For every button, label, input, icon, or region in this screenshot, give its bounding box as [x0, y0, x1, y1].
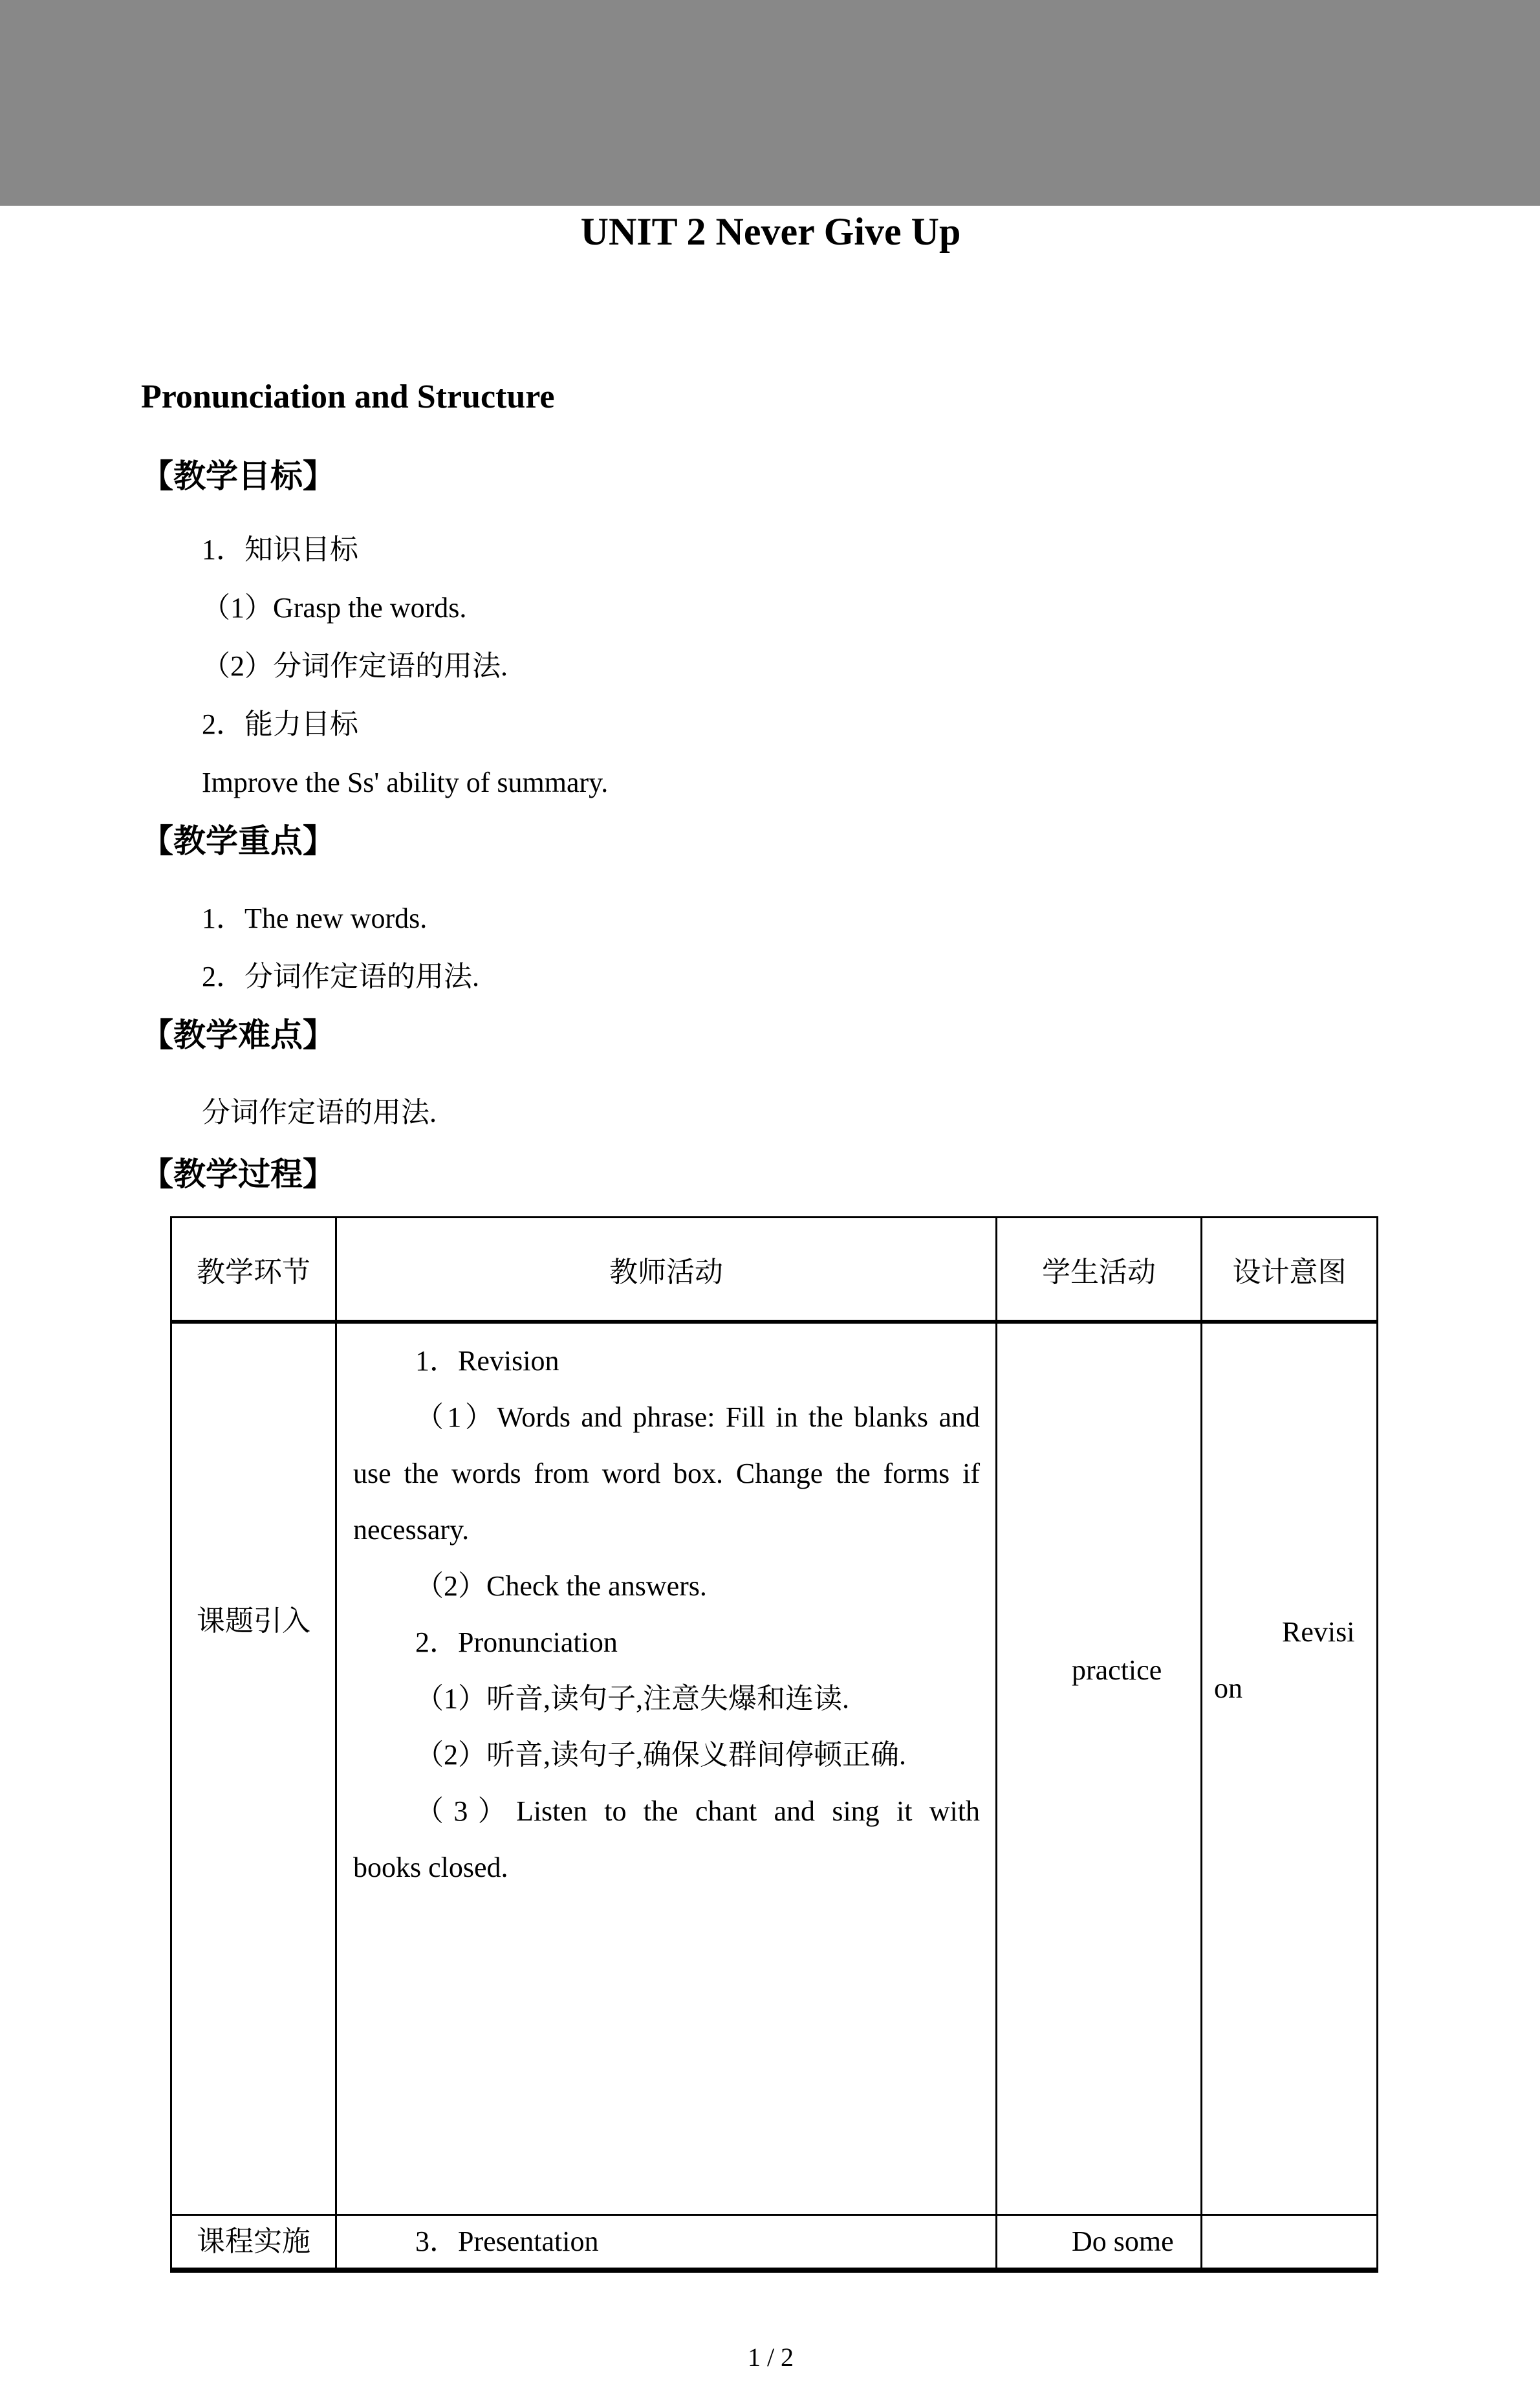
section-heading-key-points: 【教学重点】	[141, 823, 335, 859]
teacher-line: 2．Pronunciation	[415, 1626, 618, 1658]
student-activity-text: Do some	[1072, 2225, 1174, 2257]
design-intent-line: on	[1214, 1672, 1242, 1704]
table-row	[171, 1322, 1378, 2215]
teacher-line: 1．Revision	[415, 1345, 559, 1377]
teacher-line: （1）Words and phrase: Fill in the blanks and	[415, 1401, 980, 1433]
teacher-activity-cell	[336, 2215, 997, 2271]
teacher-line: （1）听音,读句子,注意失爆和连读.	[415, 1683, 849, 1714]
student-activity-cell	[997, 1322, 1202, 2215]
objective-line: Improve the Ss' ability of summary.	[202, 767, 609, 798]
design-intent-cell	[1202, 1322, 1378, 2215]
teacher-line: （2）Check the answers.	[415, 1570, 707, 1602]
student-activity-text: practice	[1072, 1654, 1162, 1686]
teacher-line: necessary.	[353, 1514, 470, 1546]
objective-line: 1．知识目标	[202, 534, 358, 565]
table-header-student-activity: 学生活动	[997, 1218, 1202, 1322]
table-header-design-intent: 设计意图	[1202, 1218, 1378, 1322]
stage-label: 课题引入	[197, 1605, 310, 1637]
student-activity-cell	[997, 2215, 1202, 2271]
key-point-line: 1．The new words.	[202, 902, 428, 934]
objective-line: 2．能力目标	[202, 708, 358, 740]
stage-label: 课程实施	[197, 2225, 310, 2257]
table-header-row	[171, 1218, 1378, 1322]
teacher-line: books closed.	[353, 1852, 508, 1883]
teacher-line: 3．Presentation	[415, 2225, 599, 2257]
objective-line: （1）Grasp the words.	[202, 592, 467, 624]
document-page	[0, 206, 1540, 2384]
design-intent-line: Revisi	[1282, 1616, 1355, 1648]
page-number: 1 / 2	[747, 2343, 794, 2372]
key-point-line: 2．分词作定语的用法.	[202, 961, 479, 992]
section-heading-objectives: 【教学目标】	[141, 458, 335, 494]
teaching-process-table	[170, 1216, 1378, 2273]
design-intent-cell	[1202, 2215, 1378, 2271]
table-header-stage: 教学环节	[171, 1218, 336, 1322]
document-title: UNIT 2 Never Give Up	[580, 210, 961, 253]
teacher-line: use the words from word box. Change the forms if	[353, 1458, 980, 1489]
teacher-line: （3）Listen to the chant and sing it with	[415, 1795, 980, 1827]
table-row	[171, 2215, 1378, 2271]
section-heading-process: 【教学过程】	[141, 1156, 335, 1192]
teacher-activity-cell	[336, 1322, 997, 2215]
teacher-line: （2）听音,读句子,确保义群间停顿正确.	[415, 1739, 906, 1771]
document-subtitle: Pronunciation and Structure	[141, 378, 555, 415]
difficulty-line: 分词作定语的用法.	[202, 1097, 437, 1128]
section-heading-difficulties: 【教学难点】	[141, 1017, 335, 1053]
table-header-teacher-activity: 教师活动	[336, 1218, 997, 1322]
objective-line: （2）分词作定语的用法.	[202, 650, 508, 682]
stage-cell	[171, 2215, 336, 2271]
stage-cell	[171, 1322, 336, 2215]
